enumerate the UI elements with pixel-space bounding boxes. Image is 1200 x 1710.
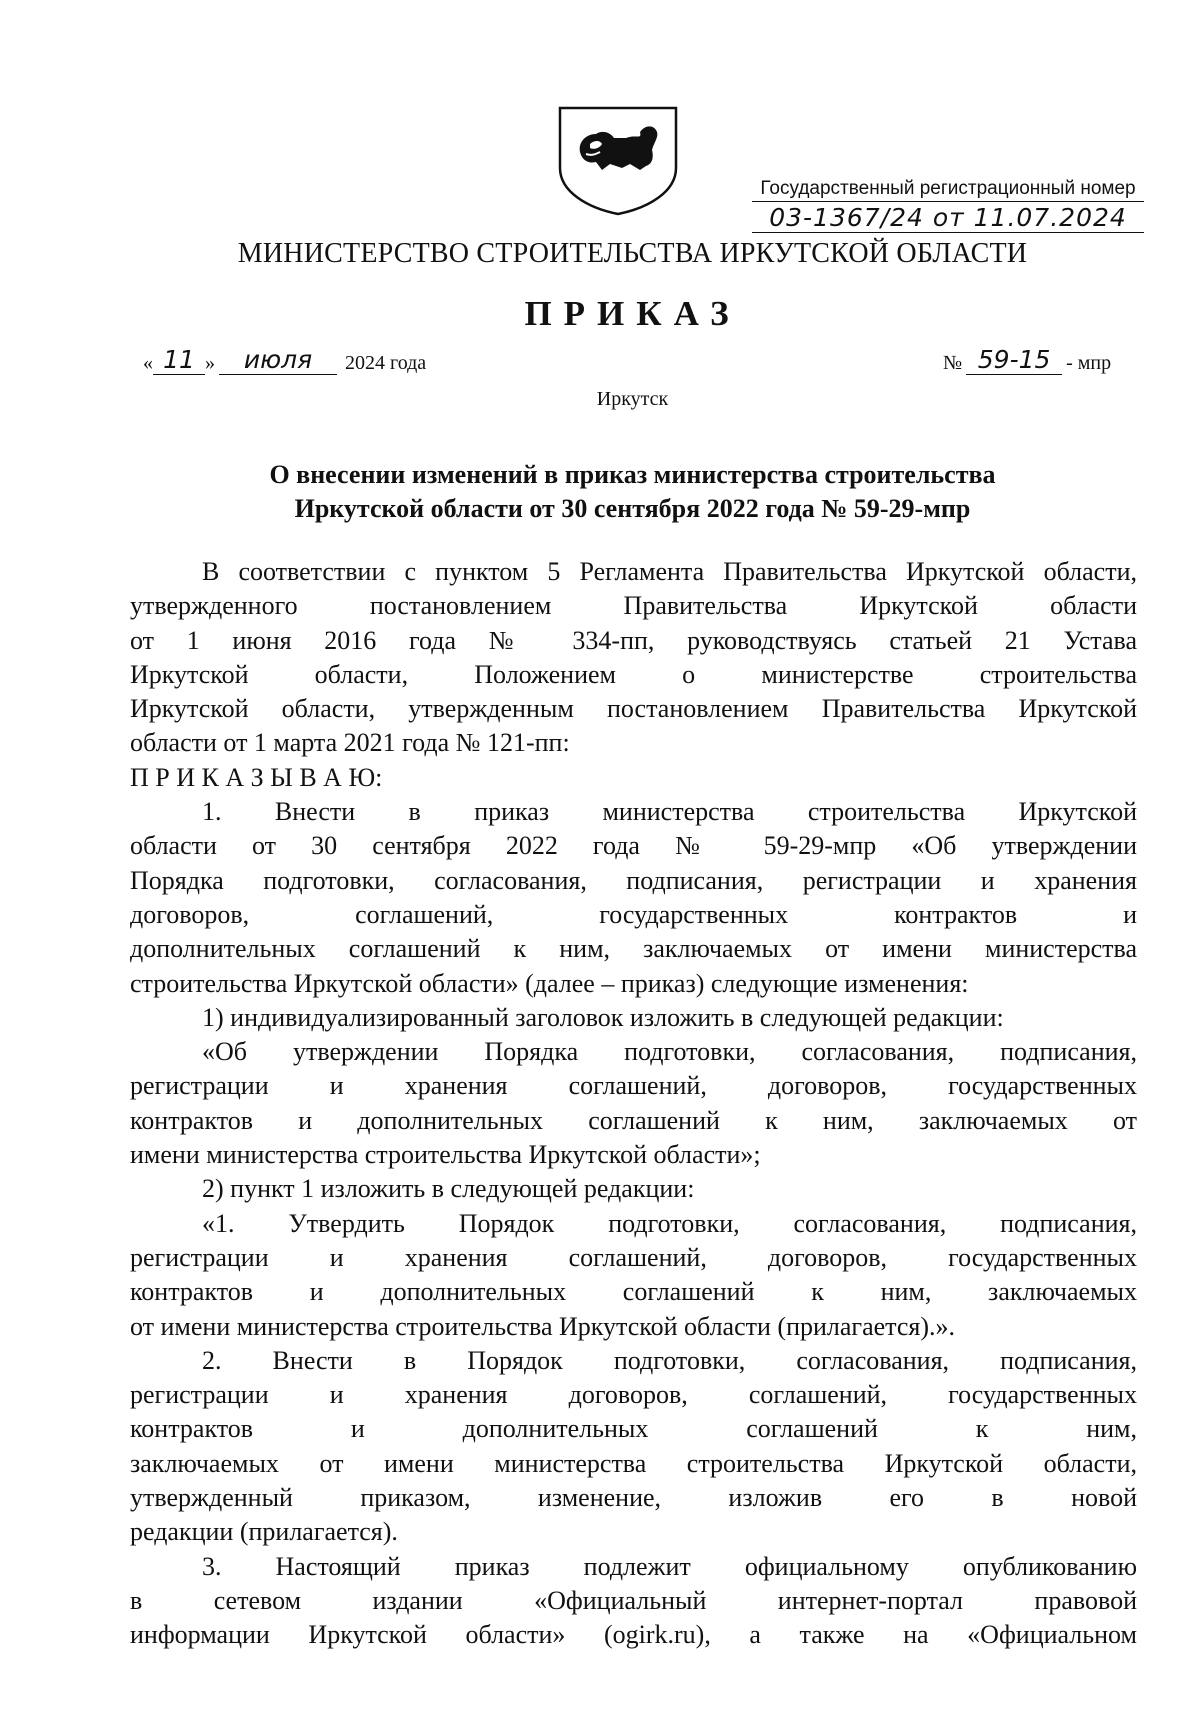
- body-line: 2. Внести в Порядок подготовки, согласования, подписания,: [202, 1345, 1137, 1375]
- body-line: В соответствии с пунктом 5 Регламента Правительства Иркутской области,: [202, 557, 1137, 586]
- date-year: 2024 года: [345, 352, 427, 374]
- date-close-quote: »: [205, 352, 215, 374]
- body-line: Иркутской области, утвержденным постановлением Правительства Иркутской: [130, 694, 1137, 724]
- registration-block: [752, 178, 1144, 233]
- registration-label: Государственный регистрационный номер: [752, 178, 1144, 202]
- body-line: 1. Внести в приказ министерства строительства Иркутской: [202, 797, 1137, 827]
- number-value: 59-15: [966, 346, 1062, 375]
- body-line: дополнительных соглашений к ним, заключаемых от имени министерства: [130, 934, 1137, 964]
- body-line: «1. Утвердить Порядок подготовки, согласования, подписания,: [202, 1208, 1137, 1238]
- subject-line: Иркутской области от 30 сентября 2022 года № 59-29-мпр: [294, 494, 971, 523]
- registration-number: 03-1367/24 от 11.07.2024: [752, 203, 1144, 233]
- body-line: утвержденный приказом, изменение, изложив его в новой: [130, 1483, 1137, 1513]
- body-line: от 1 июня 2016 года № 334-пп, руководствуясь статьей 21 Устава: [130, 625, 1137, 655]
- body-line: контрактов и дополнительных соглашений к ним, заключаемых от: [130, 1105, 1137, 1135]
- body-line: регистрации и хранения договоров, соглашений, государственных: [130, 1380, 1137, 1410]
- body-line: в сетевом издании «Официальный интернет-портал правовой: [130, 1585, 1137, 1615]
- body-line: П Р И К А З Ы В А Ю:: [130, 762, 383, 792]
- document-subject: [0, 458, 1200, 526]
- document-type-title: ПРИКАЗ: [524, 294, 741, 333]
- body-line: Иркутской области, Положением о министерстве строительства: [130, 659, 1137, 689]
- body-line: регистрации и хранения соглашений, договоров, государственных: [130, 1242, 1137, 1272]
- body-line: имени министерства строительства Иркутской области»;: [130, 1140, 761, 1170]
- document-body: [130, 555, 1137, 1653]
- body-line: от имени министерства строительства Иркутской области (прилагается).».: [130, 1311, 955, 1341]
- number-suffix: - мпр: [1066, 352, 1112, 374]
- date-month: июля: [219, 346, 337, 375]
- body-line: 3. Настоящий приказ подлежит официальному опубликованию: [202, 1551, 1137, 1581]
- document-date: [143, 346, 426, 375]
- body-line: договоров, соглашений, государственных контрактов и: [130, 899, 1137, 929]
- body-line: информации Иркутской области» (ogirk.ru), а также на «Официальном: [130, 1620, 1137, 1650]
- body-line: Порядка подготовки, согласования, подписания, регистрации и хранения: [130, 865, 1137, 895]
- body-line: утвержденного постановлением Правительства Иркутской области: [130, 591, 1137, 621]
- coat-of-arms-icon: [556, 104, 680, 216]
- city: Иркутск: [596, 388, 669, 410]
- body-line: строительства Иркутской области» (далее – приказ) следующие изменения:: [130, 968, 969, 998]
- body-line: «Об утверждении Порядка подготовки, согласования, подписания,: [202, 1037, 1137, 1067]
- body-line: области от 30 сентября 2022 года № 59-29-мпр «Об утверждении: [130, 831, 1137, 861]
- body-line: области от 1 марта 2021 года № 121-пп:: [130, 728, 570, 758]
- body-line: регистрации и хранения соглашений, договоров, государственных: [130, 1071, 1137, 1101]
- body-line: редакции (прилагается).: [130, 1517, 398, 1547]
- ministry-name: МИНИСТЕРСТВО СТРОИТЕЛЬСТВА ИРКУТСКОЙ ОБЛАСТИ: [237, 238, 1028, 269]
- body-line: 1) индивидуализированный заголовок изложить в следующей редакции:: [202, 1002, 1004, 1032]
- number-prefix: №: [943, 352, 963, 374]
- date-day: 11: [153, 346, 205, 375]
- body-line: заключаемых от имени министерства строительства Иркутской области,: [130, 1448, 1137, 1478]
- body-line: 2) пункт 1 изложить в следующей редакции:: [202, 1174, 695, 1204]
- date-open-quote: «: [143, 352, 153, 374]
- subject-line: О внесении изменений в приказ министерства строительства: [269, 460, 996, 489]
- document-number: [943, 346, 1111, 375]
- body-line: контрактов и дополнительных соглашений к ним, заключаемых: [130, 1277, 1137, 1307]
- body-line: контрактов и дополнительных соглашений к ним,: [130, 1414, 1137, 1444]
